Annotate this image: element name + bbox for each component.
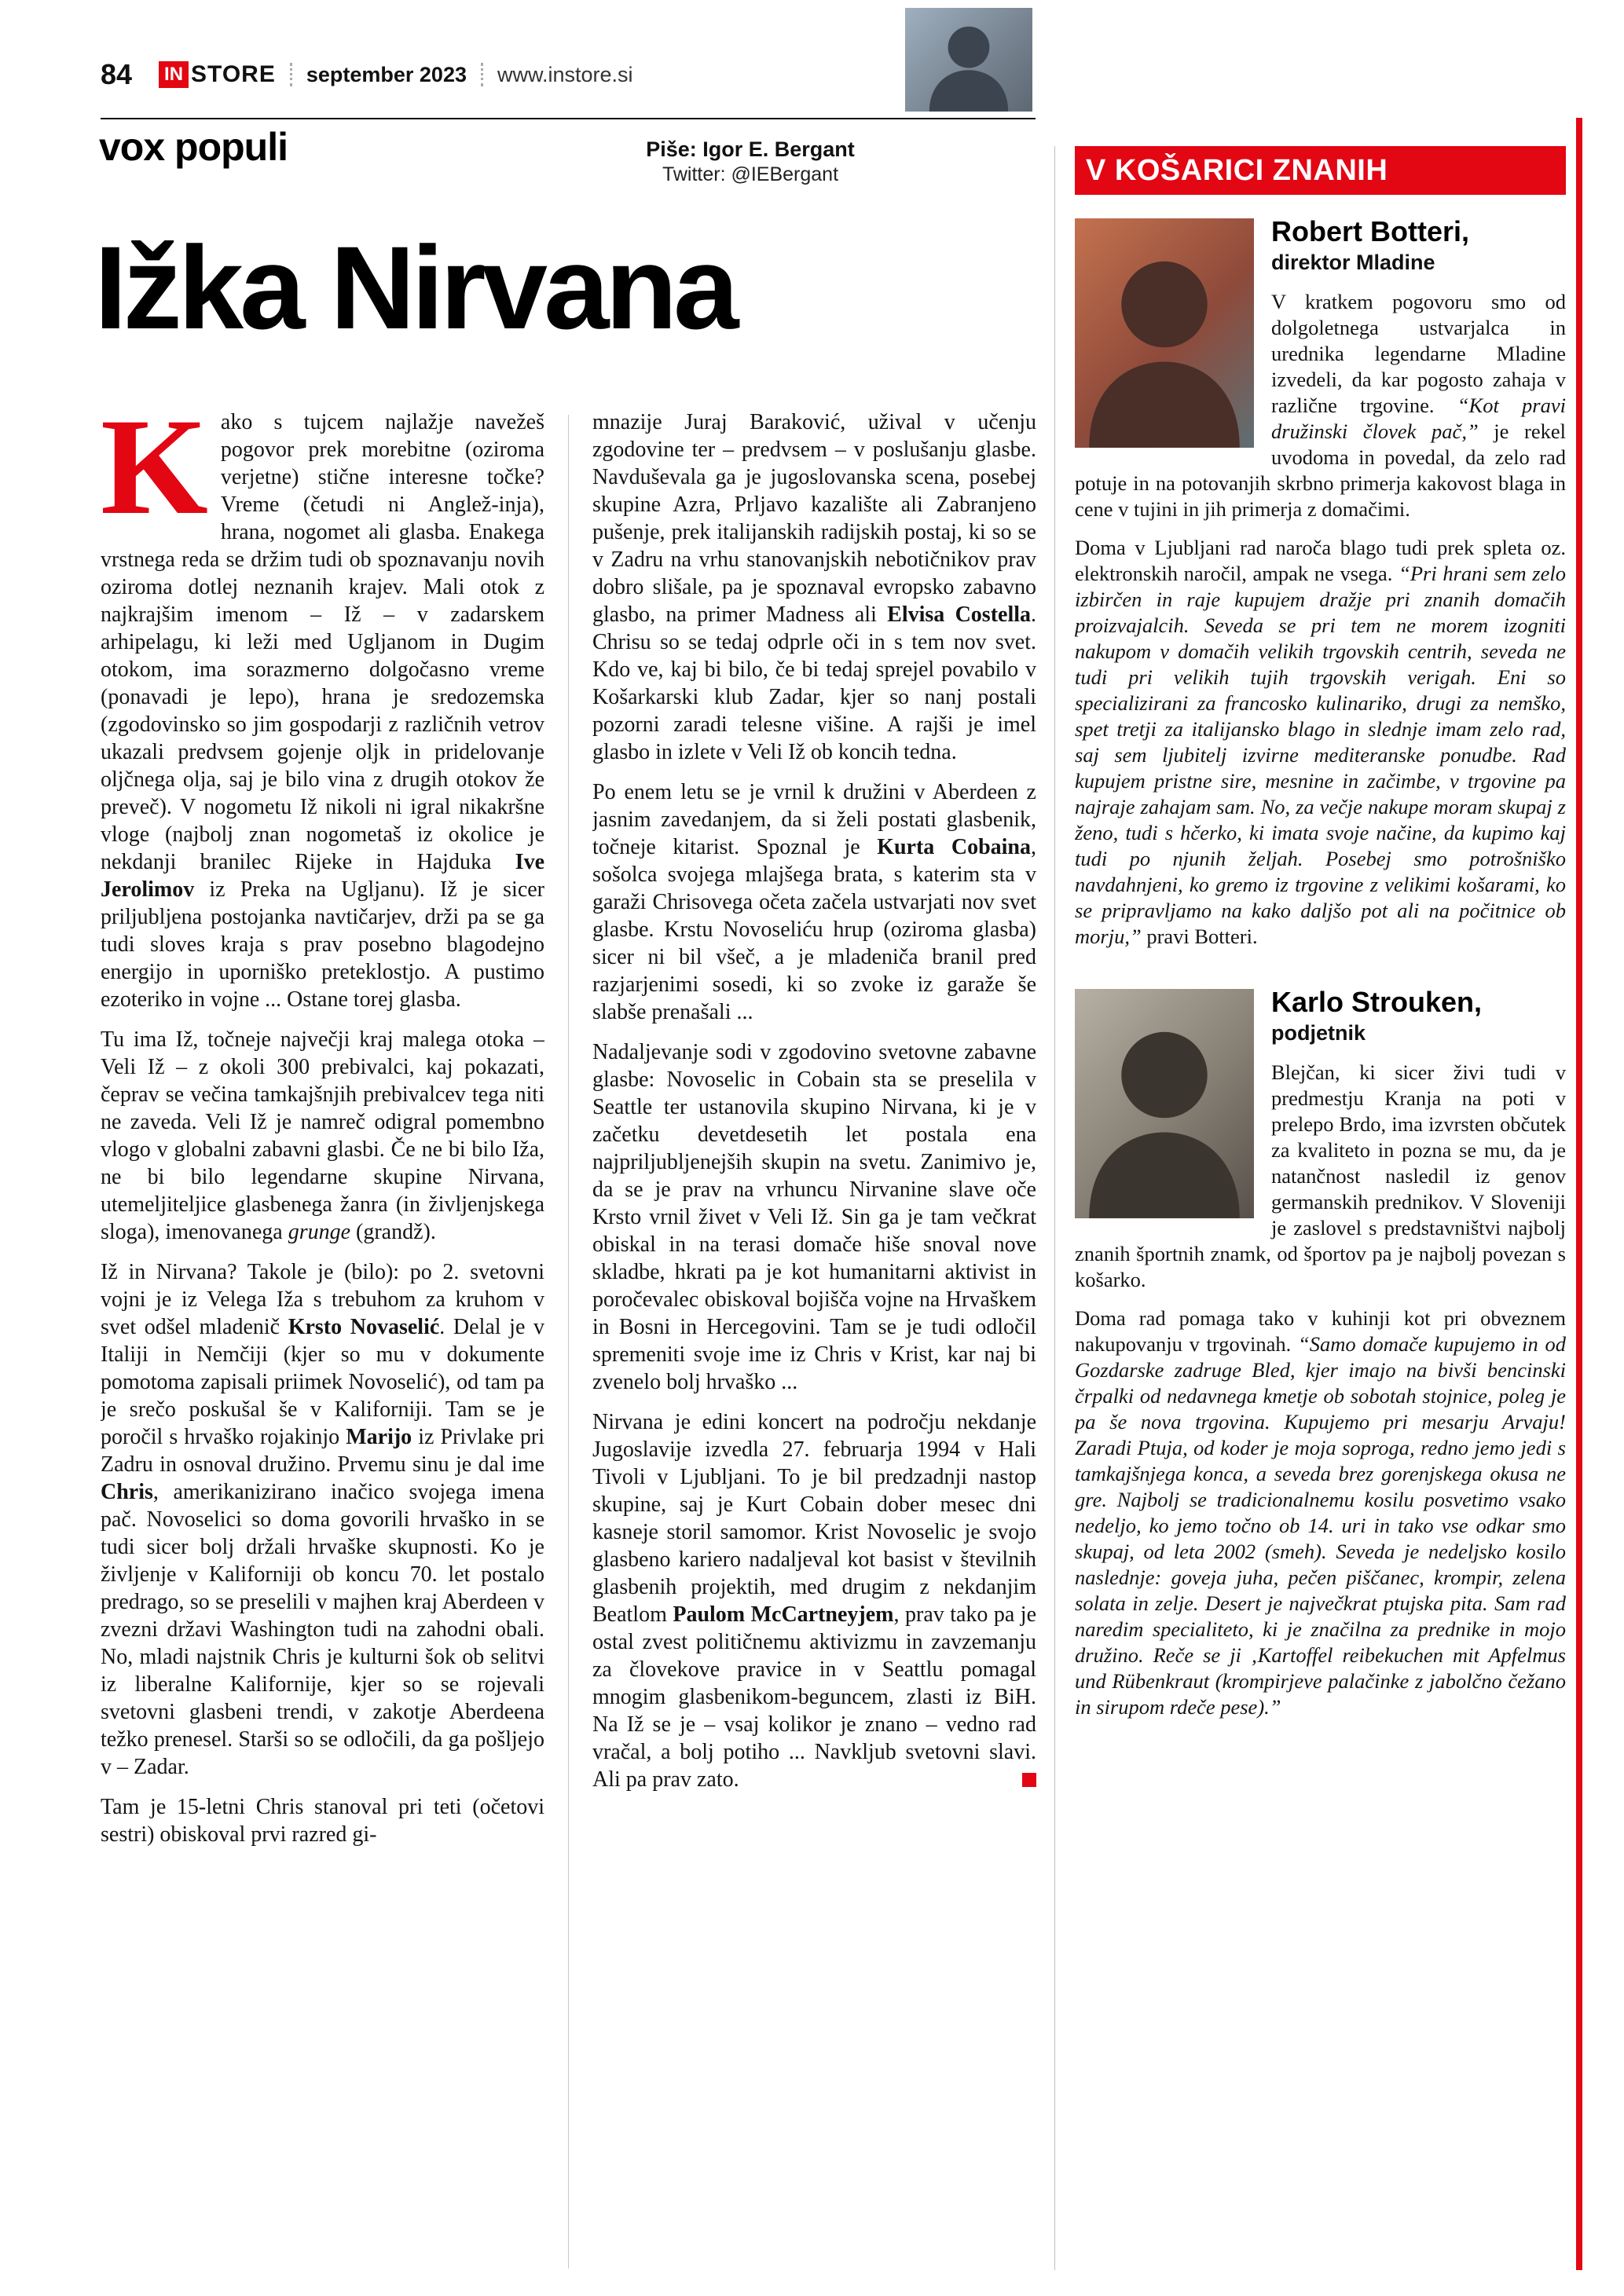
logo-in-badge: IN: [159, 61, 189, 88]
page-header: [101, 58, 633, 91]
drop-cap: K: [101, 408, 208, 544]
person-silhouette-icon: [905, 8, 1032, 112]
article-paragraph: mnazije Juraj Baraković, užival v učenju zgodovine ter – predvsem – v poslušanju glasbe. Navduševala ga je jugoslovanska scena, posebej skupine Azra, Prljavo kazalište ali Zabranjeno pušenje, prek italijanskih radijskih postaj, ki so se v Zadru na vrhu stanovanjskih nebotičnikov prav dobro slišale, pa je spoznaval evropsko zabavno glasbo, na primer Madness ali Elvisa Costella. Chrisu so se tedaj odprle oči in s tem nov svet. Kdo ve, kaj bi bilo, če bi tedaj sprejel povabilo v Košarkarski klub Zadar, kjer so nanj postali pozorni zaradi telesne višine. A rajši je imel glasbo in izlete v Veli Iž ob koncih tedna.: [592, 410, 1036, 764]
logo-store-text: STORE: [191, 61, 276, 87]
byline-author: Piše: Igor E. Bergant: [646, 137, 855, 161]
profile-role: podjetnik: [1271, 1021, 1366, 1045]
robert-botteri-photo: [1075, 218, 1254, 448]
instore-logo: [159, 61, 276, 88]
page-number: 84: [101, 58, 133, 90]
end-of-article-mark: [1022, 1773, 1036, 1787]
person-silhouette-icon: [1075, 989, 1254, 1218]
sidebar: [1075, 211, 1566, 2284]
profile-paragraph: Doma rad pomaga tako v kuhinji kot pri obveznem nakupovanju v trgovinah. “Samo domače kupujemo in od Gozdarske zadruge Bled, kjer imajo na bivši bencinski črpalki od nedavnega kmetje ob sobotah stojnice, poleg je pa še nova trgovina. Kupujemo pri mesarju Arvaju! Zaradi Ptuja, od koder je moja soproga, redno jemo jedi s tamkajšnjega konca, a seveda brez gorenjskega okusa ne gre. Najbolj se tradicionalnemu kosilu posvetimo vsako nedeljo, ko jemo točno ob 14. uri in tako vse odkar smo skupaj, od leta 2002 (smeh). Seveda je nedeljsko kosilo naslednje: goveja juha, pečen piščanec, krompir, zelena solata in zelje. Desert je največkrat ptujska pita. Sam rad naredim specialiteto, ki je značilna za prednike in mojo družino. Reče se ji ‚Kartoffel reibekuchen mit Apfelmus und Rübenkraut (krompirjeve palačinke z jabolčno čežano in sirupom rdeče pese).”: [1075, 1306, 1566, 1719]
article-paragraph: Po enem letu se je vrnil k družini v Aberdeen z jasnim zavedanjem, da si želi postati glasbenik, točneje kitarist. Spoznal je Kurta Cobaina, sošolca svojega mlajšega brata, s katerim sta v garaži Chrisovega očeta začela ustvarjati nov svet glasbe. Krstu Novoseliću hrup (oziroma glasba) sicer ni bil všeč, a je mladeniča branil pred razjarjenimi sosedi, ki so zvoke iz garaže še slabše prenašali ...: [592, 780, 1036, 1024]
article-paragraph: Nadaljevanje sodi v zgodovino svetovne zabavne glasbe: Novoselic in Cobain sta se preselila v Seattle ter ustanovila skupino Nirvana, ki je v začetku devetdesetih let postala ena najpriljubljenejših skupin na svetu. Zanimivo je, da se je prav na vrhuncu Nirvanine slave oče Krsto vrnil živet v Veli Iž. Sin ga je tam večkrat obiskal in na terasi domače hiše snoval nove skladbe, hkrati pa je kot humanitarni aktivist in poročevalec obiskoval bojišča vojne na Hrvaškem in Bosni in Hercegovini. Tam se je tudi odločil spremeniti svoje ime iz Chris v Krist, kar naj bi zvenelo bolj hrvaško ...: [592, 1040, 1036, 1394]
header-separator: [481, 63, 483, 86]
profile-paragraph: Doma v Ljubljani rad naroča blago tudi prek spleta oz. elektronskih naročil, ampak ne vsega. “Pri hrani sem zelo izbirčen in raje kupujem dražje pri znanih domačih proizvajalcih. Seveda se pri tem ne morem izogniti nakupom v domačih velikih trgovskih centrih, seveda ne tudi pri velikih tujih trgovskih verigah. Eni so specializirani za francosko kulinariko, drugi za nemško, spet tretji za italijansko blago in slednje imam zelo rad, saj sem ljubitelj izvirne mediteranske ponudbe. Rad kupujem pristne sire, mesnine in začimbe, v trgovine pa najraje zahajam sam. No, za večje nakupe moram skupaj z ženo, tudi s hčerko, ki imata svoje načine, da kupimo kaj tudi po njunih željah. Posebej smo potrošniško navdahnjeni, ko gremo iz trgovine z velikimi košarami, ko se pripravljamo na kako daljšo pot ali na počitnice ob morju,” pravi Botteri.: [1075, 536, 1566, 948]
article-paragraph: [592, 1408, 1036, 1793]
article-column-2: [592, 408, 1036, 2278]
byline-twitter: Twitter: @IEBergant: [662, 163, 839, 185]
article-title: Ižka Nirvana: [94, 222, 735, 353]
column-divider: [568, 415, 569, 2269]
sidebar-banner: V KOŠARICI ZNANIH: [1075, 146, 1566, 195]
paragraph-text: Nirvana je edini koncert na področju nekdanje Jugoslavije izvedla 27. februarja 1994 v Hali Tivoli v Ljubljani. To je bil predzadnji nastop skupine, saj je Kurt Cobain dober mesec dni kasneje storil samomor. Krist Novoselic je svojo glasbeno kariero nadaljeval kot basist v številnih glasbenih projektih, med drugim z nekdanjim Beatlom Paulom McCartneyjem, prav tako pa je ostal zvest političnemu aktivizmu in zavzemanju za človekove pravice in v Seattlu pomagal mnogim glasbenikom-beguncem, zlasti iz BiH. Na Iž se je – vsaj kolikor je znano – vedno rad vračal, a bolj potiho ... Navkljub svetovni slavi. Ali pa prav zato.: [592, 1410, 1036, 1792]
author-photo: [905, 8, 1032, 112]
right-accent-bar: [1576, 118, 1582, 2270]
article-paragraph: Iž in Nirvana? Takole je (bilo): po 2. svetovni vojni je iz Velega Iža s trebuhom za kruhom v svet odšel mladenič Krsto Novaselić. Delal je v Italiji in Nemčiji (kjer so mu v dokumente pomotoma zapisali priimek Novoselić), od tam pa je srečo poskušal še v Kaliforniji. Tam se je poročil s hrvaško rojakinjo Marijo iz Privlake pri Zadru in osnoval družino. Prvemu sinu je dal ime Chris, amerikanizirano inačico svojega imena pač. Novoselici so doma govorili hrvaško in se tudi sicer bolj držali hrvaške skupnosti. Ko je življenje v Kaliforniji ob koncu 70. let postalo predrago, so se preselili v majhen kraj Aberdeen v zvezni državi Washington tudi na zahodni obali. No, mladi najstnik Chris je kulturni šok ob selitvi iz liberalne Kalifornije, kjer so se rojevali svetovni glasbeni trendi, v zakotje Aberdeena težko prenesel. Starši so se odločili, da ga pošljejo v – Zadar.: [101, 1260, 544, 1779]
header-separator: [290, 63, 292, 86]
header-rule: [101, 118, 1036, 119]
profile-role: direktor Mladine: [1271, 251, 1435, 274]
section-title: vox populi: [99, 125, 288, 169]
profile-paragraph: Blejčan, ki sicer živi tudi v predmestju Kranja na poti v prelepo Brdo, ima izvrsten občutek za kvaliteto in pozna se mu, da je natančnost nasledil iz genov germanskih prednikov. V Sloveniji je zaslovel s predstavništvi najbolj znanih športnih znamk, od športov pa je najbolj povezan s košarko.: [1075, 1060, 1566, 1291]
sidebar-divider: [1054, 146, 1055, 2270]
article-column-1: [101, 408, 544, 2278]
paragraph-text: ako s tujcem najlažje navežeš pogovor prek morebitne (oziroma verjetne) stične interesne točke? Vreme (četudi ni Anglež-inja), hrana, nogomet ali glasba. Enakega vrstnega reda se držim tudi ob spoznavanju novih oziroma dotlej neznanih krajev. Mali otok z najkrajšim imenom – Iž – v zadarskem arhipelagu, ki leži med Ugljanom in Dugim otokom, ima sorazmerno dolgočasno vreme (ponavadi je lepo), hrana je sredozemska (zgodovinsko so jim gospodarji z različnih vetrov ukazali predvsem gojenje oljk in pridelovanje oljčnega olja, saj je bilo vina z drugih otokov že preveč). V nogometu Iž nikoli ni igral nikakršne vloge (najbolj znan nogometaš iz okolice je nekdanji branilec Rijeke in Hajduka Ive Jerolimov iz Preka na Ugljanu). Iž je sicer priljubljena postojanka navtičarjev, drži pa se ga tudi sloves kraja s prav posebno blagodejno energijo in uporniško preteklostjo. A pustimo ezoteriko in vojne ... Ostane torej glasba.: [101, 410, 544, 1012]
issue-date: september 2023: [306, 62, 467, 86]
profile-karlo-strouken: [1075, 986, 1566, 1720]
byline: [621, 137, 880, 187]
site-url: www.instore.si: [497, 62, 633, 86]
article-paragraph: [101, 408, 544, 1013]
person-silhouette-icon: [1075, 218, 1254, 448]
article-paragraph: Tu ima Iž, točneje največji kraj malega otoka – Veli Iž – z okoli 300 prebivalci, kaj pokazati, čeprav se večina tamkajšnjih prebivalcev tega niti ne zaveda. Veli Iž je namreč odigral pomembno vlogo v globalni zabavni glasbi. Če ne bi bilo Iža, ne bi bilo legendarne skupine Nirvana, utemeljiteljice glasbenega žanra (in življenjskega sloga), imenovanega grunge (grandž).: [101, 1027, 544, 1244]
profile-name: Robert Botteri,: [1271, 215, 1469, 247]
profile-robert-botteri: [1075, 215, 1566, 950]
article-paragraph: Tam je 15-letni Chris stanoval pri teti (očetovi sestri) obiskoval prvi razred gi-: [101, 1795, 544, 1847]
profile-paragraph: V kratkem pogovoru smo od dolgoletnega ustvarjalca in urednika legendarne Mladine izvedeli, da kar pogosto zahaja v različne trgovine. “Kot pravi družinski človek pač,” je rekel uvodoma in povedal, da zelo rad potuje in na potovanjih skrbno primerja kakovost blaga in cene v tujini in jih primerja z domačimi.: [1075, 290, 1566, 521]
karlo-strouken-photo: [1075, 989, 1254, 1218]
profile-name: Karlo Strouken,: [1271, 986, 1483, 1018]
